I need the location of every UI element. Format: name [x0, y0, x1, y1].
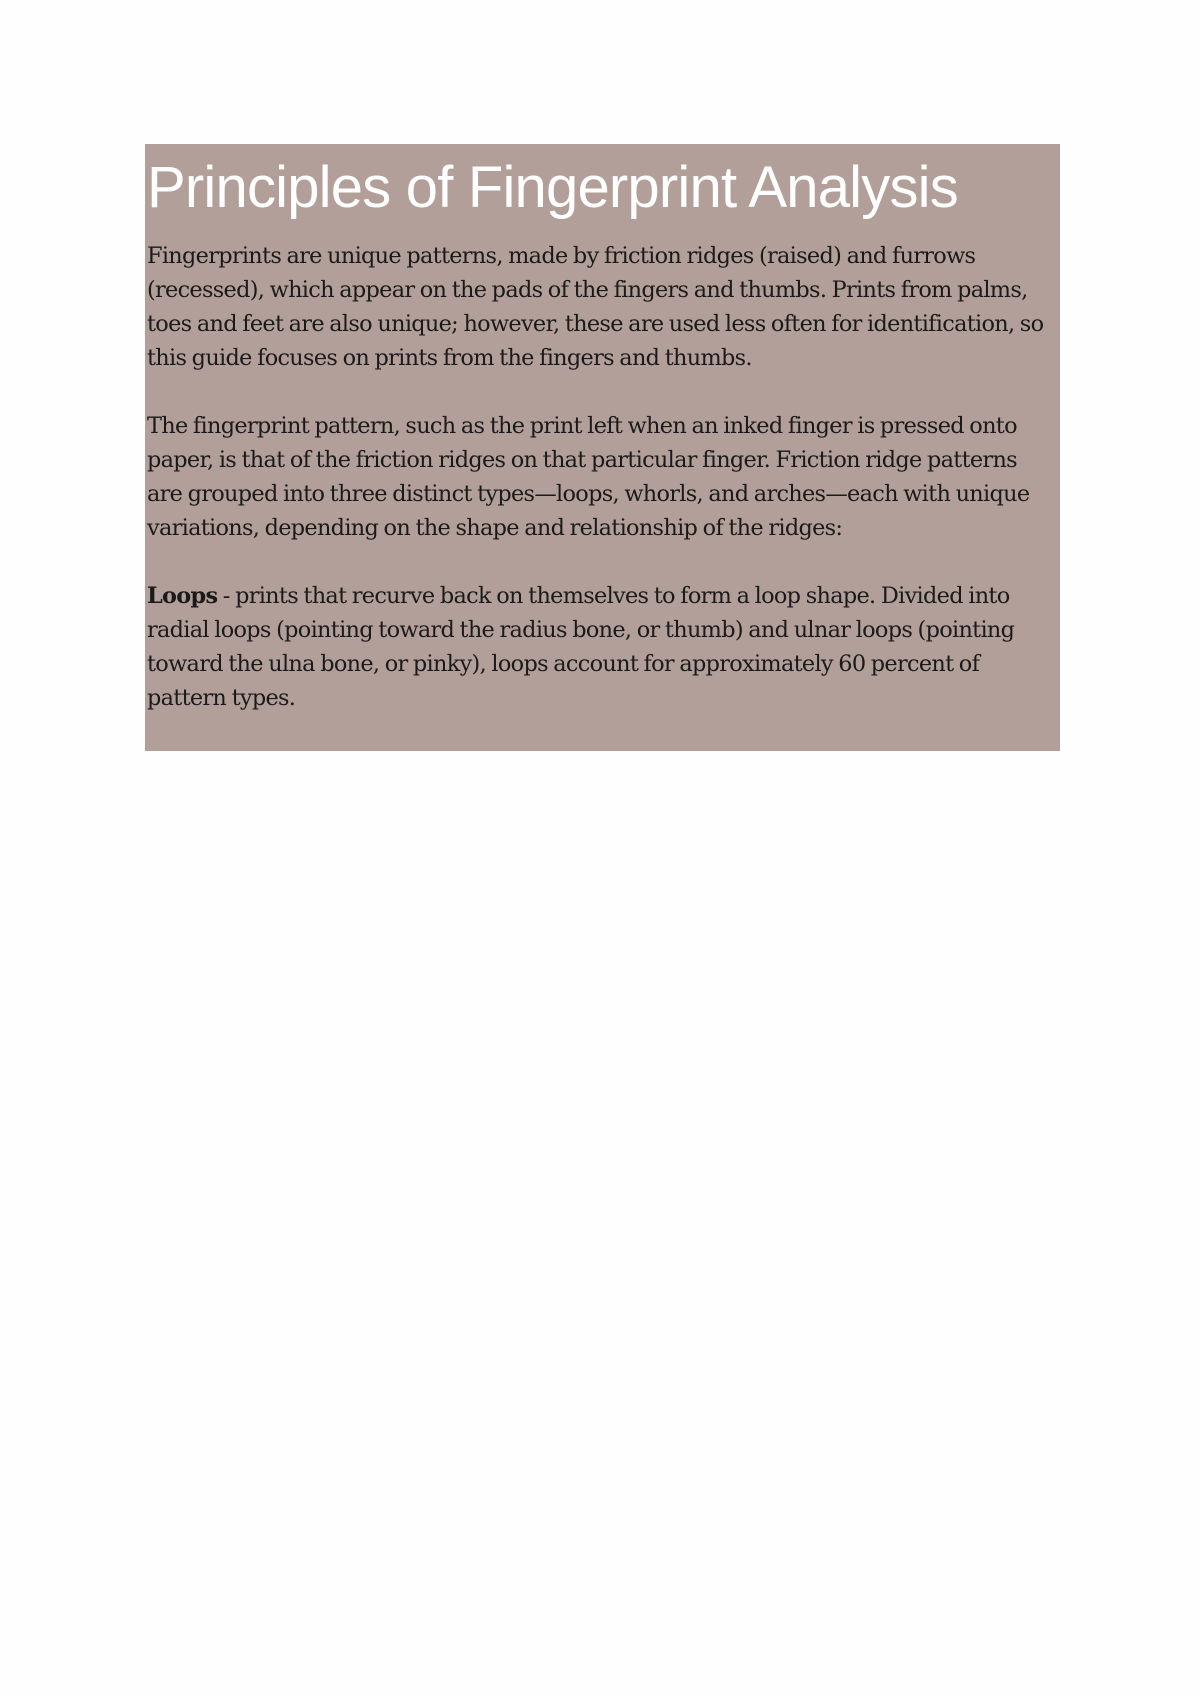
loops-paragraph	[147, 579, 1057, 715]
loops-description: - prints that recurve back on themselves to form a loop shape. Divided into radial loops (pointing toward the radius bone, or thumb) and ulnar loops (pointing toward the ulna bone, or pinky), loops account for approximately 60 percent of pattern types.	[147, 583, 1015, 711]
page-title: Principles of Fingerprint Analysis	[147, 155, 958, 220]
pattern-types-paragraph: The fingerprint pattern, such as the print left when an inked finger is pressed onto paper, is that of the friction ridges on that particular finger. Friction ridge patterns are grouped into three distinct types—loops, whorls, and arches—each with unique variations, depending on the shape and relationship of the ridges:	[147, 413, 1030, 541]
content-box	[145, 144, 1060, 751]
intro-paragraph: Fingerprints are unique patterns, made by friction ridges (raised) and furrows (recessed), which appear on the pads of the fingers and thumbs. Prints from palms, toes and feet are also unique; however, these are used less often for identification, so this guide focuses on prints from the fingers and thumbs.	[147, 243, 1044, 371]
loops-term: Loops	[147, 583, 218, 609]
